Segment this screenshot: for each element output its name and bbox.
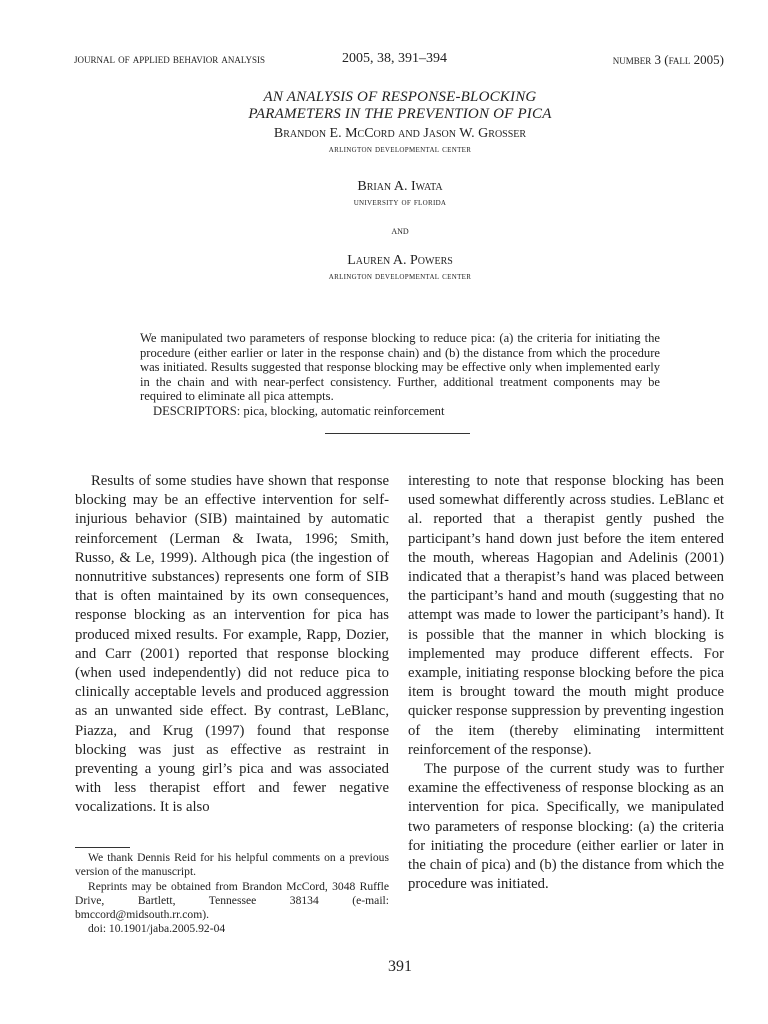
article-title-line-1: AN ANALYSIS OF RESPONSE-BLOCKING <box>263 89 537 105</box>
footnotes <box>75 851 389 937</box>
left-column <box>75 472 389 818</box>
author-line-1: Brandon E. McCord and Jason W. Grosser <box>273 126 527 141</box>
title-block <box>0 89 768 282</box>
doi-note: doi: 10.1901/jaba.2005.92-04 <box>88 922 226 936</box>
right-column <box>408 472 724 894</box>
continued-paragraph: interesting to note that response blocking has been used somewhat differently across studies. LeBlanc et al. reported that a therapist gently pushed the participant’s hand down just before the item entered the mouth, whereas Hagopian and Adelinis (2001) indicated that a therapist’s hand was placed between the participant’s hand and mouth (suggesting that no attempt was made to lower the participant’s hand). It is possible that the manner in which blocking is implemented may produce different effects. For example, initiating response blocking before the pica item is brought toward the mouth might produce quicker response suppression by preventing ingestion of the item (thereby eliminating intermittent reinforcement of the response). <box>408 473 724 758</box>
article-title-line-2: PARAMETERS IN THE PREVENTION OF PICA <box>248 106 552 122</box>
reprints-note: Reprints may be obtained from Brandon McCord, 3048 Ruffle Drive, Bartlett, Tennessee 38134 (e-mail: bmccord@midsouth.rr.com). <box>75 879 389 922</box>
affiliation-3: arlington developmental center <box>328 271 472 282</box>
abstract-text: We manipulated two parameters of response blocking to reduce pica: (a) the criteria for initiating the procedure (either earlier or later in the response chain) and (b) the distance from which the procedure was initiated. Results suggested that response blocking may be effective only when implemented early in the chain and with near-perfect consistency. Further, additional treatment components may be required to eliminate all pica attempts. <box>140 331 660 403</box>
affiliation-2: university of florida <box>353 197 447 208</box>
purpose-paragraph: The purpose of the current study was to further examine the effectiveness of response blocking as an intervention for pica. Specifically, we manipulated two parameters of response blocking: (a) the criteria for initiating the procedure (either earlier or later in the chain of pica) and (b) the distance from which the procedure was initiated. <box>408 761 724 893</box>
section-divider <box>325 433 470 434</box>
acknowledgment-note: We thank Dennis Reid for his helpful comments on a previous version of the manuscript. <box>75 851 389 879</box>
abstract <box>140 331 660 418</box>
journal-name: journal of applied behavior analysis <box>74 52 265 66</box>
footnote-divider <box>75 847 130 848</box>
and-separator: and <box>391 225 409 237</box>
descriptors: DESCRIPTORS: pica, blocking, automatic reinforcement <box>153 403 445 418</box>
author-line-2: Brian A. Iwata <box>357 179 443 194</box>
running-header <box>74 52 724 72</box>
affiliation-1: arlington developmental center <box>328 144 472 155</box>
year-volume-pages: 2005, 38, 391–394 <box>342 51 447 66</box>
issue-number: number 3 (fall 2005) <box>612 52 724 67</box>
intro-paragraph: Results of some studies have shown that response blocking may be an effective intervention for self-injurious behavior (SIB) maintained by automatic reinforcement (Lerman & Iwata, 1996; Smith, Russo, & Le, 1999). Although pica (the ingestion of nonnutritive substances) represents one form of SIB that is often maintained by its own consequences, response blocking as an intervention for pica has produced mixed results. For example, Rapp, Dozier, and Carr (2001) reported that response blocking (when used independently) did not reduce pica to clinically acceptable levels and produced aggression as an unwanted side effect. By contrast, LeBlanc, Piazza, and Krug (1997) found that response blocking was just as effective as restraint in preventing a young girl’s pica and was associated with less therapist effort and fewer negative vocalizations. It is also <box>75 473 389 816</box>
author-line-3: Lauren A. Powers <box>347 253 453 268</box>
page-number: 391 <box>388 958 412 975</box>
